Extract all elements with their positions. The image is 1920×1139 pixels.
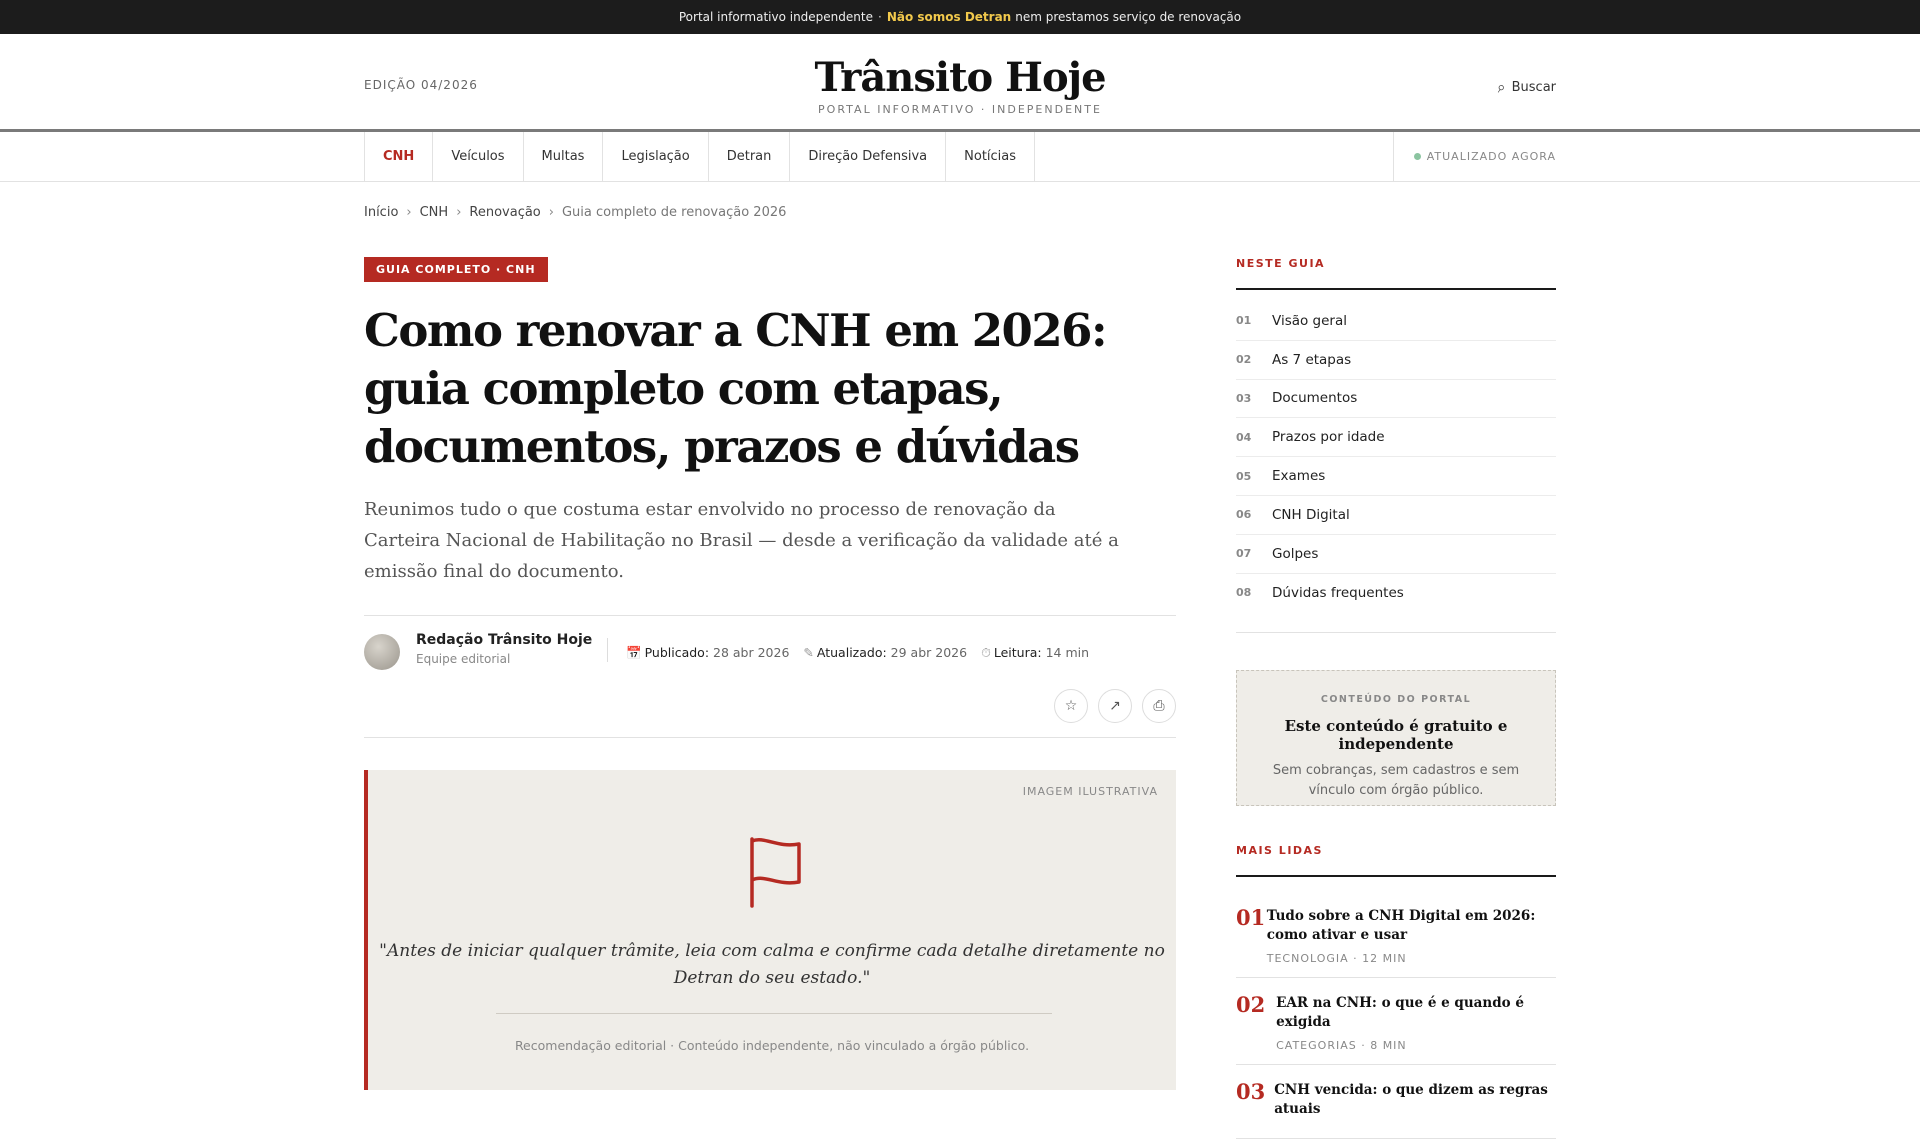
breadcrumb — [364, 205, 786, 220]
nav-item-detran[interactable]: Detran — [709, 132, 791, 181]
toc-label: CNH Digital — [1272, 506, 1350, 523]
toc-number: 07 — [1236, 547, 1252, 561]
author-block — [416, 632, 592, 666]
disclaimer-bar — [0, 0, 1920, 34]
toc-number: 06 — [1236, 508, 1252, 522]
toc-item-duvidas[interactable] — [1236, 574, 1556, 613]
status-dot — [1414, 153, 1421, 160]
nav-list — [364, 132, 1035, 181]
calendar-icon: 📅 — [626, 645, 642, 660]
toc-item-exames[interactable] — [1236, 457, 1556, 496]
toc-number: 02 — [1236, 353, 1252, 367]
author-role: Equipe editorial — [416, 652, 511, 666]
favorite-button[interactable] — [1054, 689, 1088, 723]
article — [364, 257, 1176, 1090]
updated-meta — [803, 645, 967, 661]
breadcrumb-cnh[interactable]: CNH — [419, 205, 449, 220]
article-actions — [1054, 689, 1176, 723]
breadcrumb-separator: › — [406, 205, 412, 220]
toc-label: Golpes — [1272, 545, 1319, 562]
illustration-panel — [364, 770, 1176, 1090]
meta-info — [626, 645, 1089, 661]
breadcrumb-home[interactable]: Início — [364, 205, 399, 220]
toc-label: Dúvidas frequentes — [1272, 584, 1404, 601]
toc-label: Documentos — [1272, 390, 1358, 407]
author-avatar — [364, 634, 400, 670]
toc-title: NESTE GUIA — [1236, 257, 1556, 290]
published-label: Publicado: — [644, 645, 710, 660]
site-brand[interactable] — [0, 54, 1920, 116]
search-button[interactable] — [1497, 78, 1556, 96]
portal-promo — [1236, 670, 1556, 806]
disclaimer-text-after: nem prestamos serviço de renovação — [1015, 10, 1242, 24]
share-button[interactable] — [1098, 689, 1132, 723]
article-meta — [364, 615, 1176, 738]
most-read-headline[interactable]: CNH vencida: o que dizem as regras atuais — [1274, 1082, 1548, 1118]
most-read-item[interactable] — [1236, 877, 1556, 978]
meta-divider — [607, 638, 608, 662]
sidebar — [1236, 257, 1556, 1139]
toc-number: 08 — [1236, 586, 1252, 600]
print-icon: ⎙ — [1153, 698, 1165, 714]
share-icon: ↗ — [1109, 698, 1121, 714]
nav-item-legislacao[interactable]: Legislação — [603, 132, 708, 181]
figure-note: Recomendação editorial · Conteúdo independente, não vinculado a órgão público. — [514, 1038, 1030, 1053]
nav-item-direcao-defensiva[interactable]: Direção Defensiva — [790, 132, 946, 181]
promo-kicker: CONTEÚDO DO PORTAL — [1320, 694, 1472, 706]
site-subtitle: PORTAL INFORMATIVO · INDEPENDENTE — [818, 103, 1102, 116]
status-text: ATUALIZADO AGORA — [1426, 150, 1556, 163]
most-read-rank: 02 — [1236, 992, 1266, 1018]
edition-label: EDIÇÃO 04/2026 — [364, 78, 478, 92]
toc-label: As 7 etapas — [1272, 351, 1352, 368]
article-tag: GUIA COMPLETO · CNH — [364, 257, 548, 282]
reading-value: 14 min — [1045, 645, 1090, 660]
breadcrumb-separator: › — [456, 205, 462, 220]
updated-value: 29 abr 2026 — [890, 645, 968, 660]
flag-icon — [747, 836, 803, 908]
promo-description: Sem cobranças, sem cadastros e sem vínculo com órgão público. — [1272, 763, 1520, 799]
disclaimer-separator: · — [877, 10, 882, 24]
toc-item-visao-geral[interactable] — [1236, 302, 1556, 341]
published-meta — [626, 645, 789, 661]
search-icon: ⌕ — [1495, 77, 1508, 97]
toc-label: Prazos por idade — [1272, 429, 1385, 446]
updated-label: Atualizado: — [816, 645, 887, 660]
reading-label: Leitura: — [993, 645, 1042, 660]
toc-number: 01 — [1236, 314, 1252, 328]
published-value: 28 abr 2026 — [713, 645, 790, 660]
promo-title: Este conteúdo é gratuito e independente — [1284, 717, 1508, 754]
toc-item-etapas[interactable] — [1236, 341, 1556, 380]
figure-label: IMAGEM ILUSTRATIVA — [1022, 785, 1158, 798]
most-read-headline[interactable]: Tudo sobre a CNH Digital em 2026: como ativar e usar — [1266, 908, 1536, 944]
table-of-contents — [1236, 302, 1556, 633]
figure-quote: "Antes de iniciar qualquer trâmite, leia com calma e confirme cada detalhe diretamente no Detran do seu estado." — [379, 941, 1165, 988]
pencil-icon: ✎ — [803, 645, 814, 660]
article-title: Como renovar a CNH em 2026: guia completo com etapas, documentos, prazos e dúvidas — [364, 304, 1107, 473]
most-read-headline[interactable]: EAR na CNH: o que é e quando é exigida — [1276, 995, 1524, 1031]
most-read-item[interactable] — [1236, 1065, 1556, 1139]
most-read-meta: TECNOLOGIA · 12 MIN — [1266, 952, 1407, 966]
disclaimer-text: Portal informativo independente — [678, 10, 873, 24]
nav-item-multas[interactable]: Multas — [524, 132, 604, 181]
clock-icon: ⏱ — [981, 645, 991, 660]
toc-item-golpes[interactable] — [1236, 535, 1556, 574]
toc-number: 05 — [1236, 469, 1252, 483]
breadcrumb-current: Guia completo de renovação 2026 — [561, 205, 787, 220]
article-lede: Reunimos tudo o que costuma estar envolvido no processo de renovação da Carteira Nacional de Habilitação no Brasil — desde a verificação da validade até a emissão final do documento. — [364, 499, 1119, 582]
most-read-title: MAIS LIDAS — [1236, 844, 1556, 877]
most-read — [1236, 844, 1556, 1139]
toc-label: Visão geral — [1272, 312, 1347, 329]
most-read-rank: 03 — [1236, 1079, 1266, 1105]
disclaimer-highlight: Não somos Detran — [886, 10, 1012, 24]
toc-label: Exames — [1272, 468, 1326, 485]
update-status — [1393, 132, 1556, 181]
site-title[interactable]: Trânsito Hoje — [814, 54, 1106, 101]
breadcrumb-separator: › — [548, 205, 554, 220]
most-read-item[interactable] — [1236, 978, 1556, 1065]
most-read-meta: CATEGORIAS · 8 MIN — [1276, 1039, 1407, 1053]
toc-item-documentos[interactable] — [1236, 380, 1556, 419]
reading-meta — [981, 645, 1089, 661]
most-read-rank: 01 — [1236, 905, 1266, 931]
star-icon: ☆ — [1064, 698, 1078, 714]
toc-item-prazos[interactable] — [1236, 418, 1556, 457]
breadcrumb-renovacao[interactable]: Renovação — [469, 205, 541, 220]
author-name[interactable]: Redação Trânsito Hoje — [416, 632, 593, 648]
nav-item-cnh[interactable]: CNH — [365, 132, 433, 181]
toc-number: 04 — [1236, 430, 1252, 444]
print-button[interactable] — [1142, 689, 1176, 723]
figure-divider — [496, 1013, 1052, 1014]
nav-item-veiculos[interactable]: Veículos — [433, 132, 523, 181]
search-label: Buscar — [1511, 79, 1556, 95]
main-nav — [0, 132, 1920, 182]
toc-item-cnh-digital[interactable] — [1236, 496, 1556, 535]
nav-item-noticias[interactable]: Notícias — [946, 132, 1035, 181]
toc-number: 03 — [1236, 391, 1252, 405]
site-header — [0, 34, 1920, 132]
